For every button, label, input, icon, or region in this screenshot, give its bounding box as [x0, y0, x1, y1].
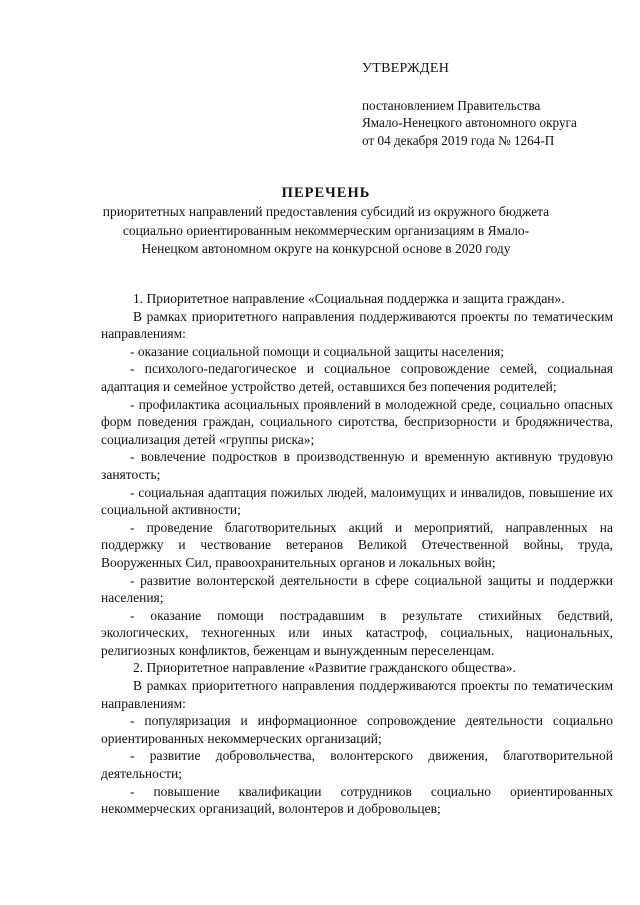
paragraph-intro-2: В рамках приоритетного направления поддерживаются проекты по тематическим направлениям:: [101, 678, 613, 711]
heading-line-3: Ненецком автономном округе на конкурсной основе в 2020 году: [141, 241, 511, 256]
section-heading-1: 1. Приоритетное направление «Социальная поддержка и защита граждан».: [133, 291, 565, 306]
approval-line-1: постановлением Правительства: [362, 97, 541, 113]
paragraph-intro-1: В рамках приоритетного направления поддерживаются проекты по тематическим направлениям:: [101, 308, 613, 342]
approval-block: [362, 60, 622, 149]
list-item: - развитие добровольчества, волонтерского движения, благотворительной деятельности;: [101, 748, 613, 782]
list-item: - оказание помощи пострадавшим в результате стихийных бедствий, экологических, техногенных или иных катастроф, социальных, национальных, религиозных конфликтов, беженцам и вынужденным переселенцам.: [101, 607, 613, 658]
document-body: [101, 290, 613, 818]
list-item: - вовлечение подростков в производственную и временную активную трудовую занятость;: [101, 449, 613, 482]
list-item: - повышение квалификации сотрудников социально ориентированных некоммерческих организаций, волонтеров и добровольцев;: [101, 783, 613, 817]
approval-line-3: от 04 декабря 2019 года № 1264-П: [362, 132, 555, 148]
list-item: - популяризация и информационное сопровождение деятельности социально ориентированных некоммерческих организаций;: [101, 713, 613, 746]
heading-line-1: приоритетных направлений предоставления субсидий из окружного бюджета: [102, 204, 550, 219]
approval-line-2: Ямало-Ненецкого автономного округа: [362, 115, 577, 130]
section-heading-2: 2. Приоритетное направление «Развитие гражданского общества».: [133, 660, 516, 676]
list-item: - психолого-педагогическое и социальное сопровождение семей, социальная адаптация и семейное устройство детей, оставшихся без попечения родителей;: [101, 361, 613, 394]
approval-title: УТВЕРЖДЕН: [362, 61, 450, 76]
list-item: - профилактика асоциальных проявлений в молодежной среде, социально опасных форм поведения граждан, социального сиротства, беспризорности и бродяжничества, социализация детей «группы риска»;: [101, 396, 613, 447]
list-item: - социальная адаптация пожилых людей, малоимущих и инвалидов, повышение их социальной активности;: [101, 484, 613, 518]
document-heading: [40, 184, 612, 259]
list-item: - проведение благотворительных акций и мероприятий, направленных на поддержку и чествование ветеранов Великой Отечественной войны, труда, Вооруженных Сил, правоохранительных органов и локальных войн;: [101, 519, 613, 570]
list-item: - оказание социальной помощи и социальной защиты населения;: [130, 343, 505, 359]
list-item: - развитие волонтерской деятельности в сфере социальной защиты и поддержки населения;: [101, 572, 613, 606]
heading-line-2: социально ориентированным некоммерческим организациям в Ямало-: [122, 222, 530, 238]
document-title: ПЕРЕЧЕНЬ: [281, 185, 371, 201]
